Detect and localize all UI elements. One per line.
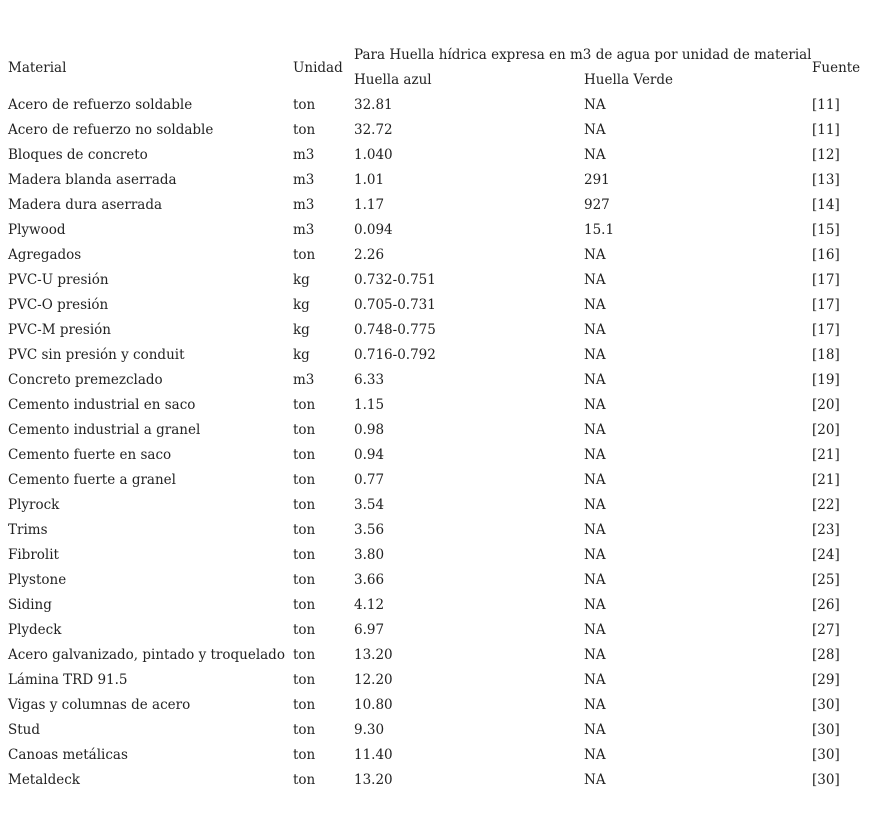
table-row — [6, 168, 856, 193]
cell-fuente: [21] — [812, 447, 840, 463]
cell-fuente: [11] — [812, 122, 840, 138]
cell-fuente: [26] — [812, 597, 840, 613]
cell-huella-verde: 291 — [584, 172, 610, 188]
cell-huella-azul: 13.20 — [354, 647, 393, 663]
cell-fuente: [21] — [812, 472, 840, 488]
cell-unidad: ton — [293, 547, 316, 563]
cell-fuente: [30] — [812, 747, 840, 763]
header-huella-verde: Huella Verde — [584, 72, 674, 88]
header-fuente: Fuente — [812, 59, 861, 76]
cell-fuente: [17] — [812, 272, 840, 288]
cell-material: Agregados — [8, 247, 82, 263]
cell-material: PVC-U presión — [8, 272, 109, 288]
cell-huella-azul: 0.094 — [354, 222, 393, 238]
cell-huella-azul: 0.716-0.792 — [354, 347, 436, 363]
cell-material: PVC-M presión — [8, 322, 111, 338]
water-footprint-table — [6, 43, 861, 793]
cell-unidad: ton — [293, 772, 316, 788]
table-row — [6, 743, 856, 768]
table-row — [6, 618, 856, 643]
cell-fuente: [23] — [812, 522, 840, 538]
cell-huella-azul: 13.20 — [354, 772, 393, 788]
cell-huella-azul: 3.54 — [354, 497, 385, 513]
cell-fuente: [27] — [812, 622, 840, 638]
cell-huella-verde: NA — [584, 422, 606, 438]
cell-fuente: [17] — [812, 322, 840, 338]
cell-unidad: ton — [293, 422, 316, 438]
cell-huella-verde: NA — [584, 347, 606, 363]
cell-material: Lámina TRD 91.5 — [8, 672, 128, 688]
cell-material: Plywood — [8, 222, 66, 238]
cell-fuente: [20] — [812, 422, 840, 438]
table-row — [6, 143, 856, 168]
cell-huella-verde: NA — [584, 447, 606, 463]
cell-unidad: m3 — [293, 372, 315, 388]
cell-material: Acero galvanizado, pintado y troquelado — [8, 647, 285, 663]
cell-huella-verde: NA — [584, 272, 606, 288]
cell-huella-azul: 3.66 — [354, 572, 385, 588]
cell-huella-verde: NA — [584, 147, 606, 163]
cell-fuente: [20] — [812, 397, 840, 413]
cell-material: PVC sin presión y conduit — [8, 347, 185, 363]
cell-material: Cemento fuerte a granel — [8, 472, 176, 488]
cell-material: Vigas y columnas de acero — [8, 697, 191, 713]
table-row — [6, 118, 856, 143]
cell-huella-verde: NA — [584, 297, 606, 313]
cell-huella-azul: 0.98 — [354, 422, 385, 438]
cell-huella-azul: 1.01 — [354, 172, 385, 188]
cell-huella-azul: 0.748-0.775 — [354, 322, 436, 338]
cell-huella-verde: NA — [584, 772, 606, 788]
cell-unidad: ton — [293, 247, 316, 263]
cell-unidad: m3 — [293, 197, 315, 213]
cell-fuente: [12] — [812, 147, 840, 163]
cell-huella-azul: 32.81 — [354, 97, 393, 113]
table-row — [6, 493, 856, 518]
cell-unidad: ton — [293, 97, 316, 113]
cell-material: Madera dura aserrada — [8, 197, 163, 213]
table-row — [6, 443, 856, 468]
cell-fuente: [17] — [812, 297, 840, 313]
cell-fuente: [30] — [812, 697, 840, 713]
cell-huella-verde: NA — [584, 597, 606, 613]
cell-material: Madera blanda aserrada — [8, 172, 177, 188]
cell-unidad: ton — [293, 447, 316, 463]
cell-huella-azul: 1.040 — [354, 147, 393, 163]
cell-material: Fibrolit — [8, 547, 59, 563]
cell-huella-azul: 4.12 — [354, 597, 385, 613]
table-row — [6, 693, 856, 718]
cell-fuente: [15] — [812, 222, 840, 238]
cell-fuente: [11] — [812, 97, 840, 113]
cell-unidad: ton — [293, 472, 316, 488]
table-row — [6, 643, 856, 668]
cell-unidad: ton — [293, 597, 316, 613]
cell-huella-verde: NA — [584, 547, 606, 563]
cell-unidad: kg — [293, 297, 310, 313]
cell-material: Trims — [8, 522, 48, 538]
header-material: Material — [8, 59, 67, 76]
cell-huella-azul: 9.30 — [354, 722, 385, 738]
cell-unidad: ton — [293, 747, 316, 763]
cell-huella-verde: 15.1 — [584, 222, 615, 238]
cell-material: Bloques de concreto — [8, 147, 148, 163]
cell-huella-verde: NA — [584, 522, 606, 538]
cell-huella-azul: 3.56 — [354, 522, 385, 538]
cell-huella-azul: 0.732-0.751 — [354, 272, 436, 288]
cell-huella-azul: 0.77 — [354, 472, 385, 488]
table-row — [6, 193, 856, 218]
cell-huella-verde: NA — [584, 372, 606, 388]
cell-fuente: [22] — [812, 497, 840, 513]
cell-huella-verde: NA — [584, 247, 606, 263]
table-row — [6, 93, 856, 118]
cell-fuente: [25] — [812, 572, 840, 588]
cell-unidad: ton — [293, 672, 316, 688]
header-row — [6, 43, 856, 68]
table-row — [6, 518, 856, 543]
cell-fuente: [29] — [812, 672, 840, 688]
cell-huella-verde: NA — [584, 397, 606, 413]
cell-huella-verde: NA — [584, 472, 606, 488]
cell-unidad: m3 — [293, 147, 315, 163]
table-row — [6, 368, 856, 393]
table-row — [6, 218, 856, 243]
cell-huella-verde: NA — [584, 122, 606, 138]
cell-material: Cemento industrial en saco — [8, 397, 196, 413]
cell-huella-azul: 10.80 — [354, 697, 393, 713]
cell-unidad: kg — [293, 347, 310, 363]
cell-huella-verde: NA — [584, 497, 606, 513]
cell-unidad: ton — [293, 497, 316, 513]
cell-huella-verde: NA — [584, 722, 606, 738]
table-row — [6, 418, 856, 443]
cell-huella-verde: 927 — [584, 197, 610, 213]
cell-huella-verde: NA — [584, 322, 606, 338]
cell-fuente: [14] — [812, 197, 840, 213]
cell-material: Cemento fuerte en saco — [8, 447, 172, 463]
table-row — [6, 293, 856, 318]
cell-huella-azul: 6.33 — [354, 372, 385, 388]
cell-unidad: ton — [293, 722, 316, 738]
cell-huella-azul: 6.97 — [354, 622, 385, 638]
cell-huella-azul: 0.94 — [354, 447, 385, 463]
cell-unidad: ton — [293, 397, 316, 413]
cell-unidad: ton — [293, 622, 316, 638]
cell-huella-verde: NA — [584, 697, 606, 713]
cell-material: Plyrock — [8, 497, 60, 513]
header-water-footprint-group: Para Huella hídrica expresa en m3 de agua por unidad de material — [354, 47, 812, 63]
cell-huella-azul: 3.80 — [354, 547, 385, 563]
table-row — [6, 468, 856, 493]
table-row — [6, 568, 856, 593]
cell-fuente: [30] — [812, 772, 840, 788]
cell-unidad: ton — [293, 697, 316, 713]
cell-huella-verde: NA — [584, 647, 606, 663]
cell-unidad: m3 — [293, 222, 315, 238]
cell-fuente: [13] — [812, 172, 840, 188]
table-row — [6, 718, 856, 743]
cell-huella-azul: 11.40 — [354, 747, 393, 763]
cell-material: Acero de refuerzo no soldable — [8, 122, 214, 138]
cell-material: Concreto premezclado — [8, 372, 163, 388]
cell-huella-azul: 0.705-0.731 — [354, 297, 436, 313]
cell-material: Stud — [8, 722, 41, 738]
table-row — [6, 668, 856, 693]
cell-fuente: [24] — [812, 547, 840, 563]
cell-material: Plystone — [8, 572, 67, 588]
cell-fuente: [19] — [812, 372, 840, 388]
table-row — [6, 393, 856, 418]
cell-unidad: kg — [293, 322, 310, 338]
cell-material: Canoas metálicas — [8, 747, 128, 763]
cell-huella-verde: NA — [584, 97, 606, 113]
table-row — [6, 543, 856, 568]
cell-huella-azul: 2.26 — [354, 247, 385, 263]
cell-unidad: ton — [293, 122, 316, 138]
cell-material: Metaldeck — [8, 772, 80, 788]
header-huella-azul: Huella azul — [354, 72, 432, 88]
cell-material: Siding — [8, 597, 52, 613]
header-unidad: Unidad — [293, 59, 343, 76]
cell-huella-azul: 32.72 — [354, 122, 393, 138]
cell-huella-verde: NA — [584, 672, 606, 688]
table-body — [6, 93, 856, 793]
table-row — [6, 768, 856, 793]
table-header — [6, 43, 861, 93]
cell-fuente: [30] — [812, 722, 840, 738]
cell-unidad: ton — [293, 647, 316, 663]
table-row — [6, 243, 856, 268]
cell-huella-verde: NA — [584, 572, 606, 588]
cell-unidad: ton — [293, 572, 316, 588]
cell-material: Plydeck — [8, 622, 62, 638]
cell-material: Cemento industrial a granel — [8, 422, 201, 438]
table-row — [6, 268, 856, 293]
cell-material: PVC-O presión — [8, 297, 109, 313]
cell-unidad: m3 — [293, 172, 315, 188]
cell-fuente: [18] — [812, 347, 840, 363]
cell-huella-verde: NA — [584, 747, 606, 763]
cell-unidad: ton — [293, 522, 316, 538]
cell-huella-azul: 12.20 — [354, 672, 393, 688]
cell-huella-azul: 1.17 — [354, 197, 385, 213]
cell-fuente: [16] — [812, 247, 840, 263]
cell-huella-verde: NA — [584, 622, 606, 638]
cell-unidad: kg — [293, 272, 310, 288]
table-row — [6, 318, 856, 343]
cell-material: Acero de refuerzo soldable — [8, 97, 193, 113]
cell-fuente: [28] — [812, 647, 840, 663]
table-row — [6, 593, 856, 618]
table-row — [6, 343, 856, 368]
cell-huella-azul: 1.15 — [354, 397, 385, 413]
